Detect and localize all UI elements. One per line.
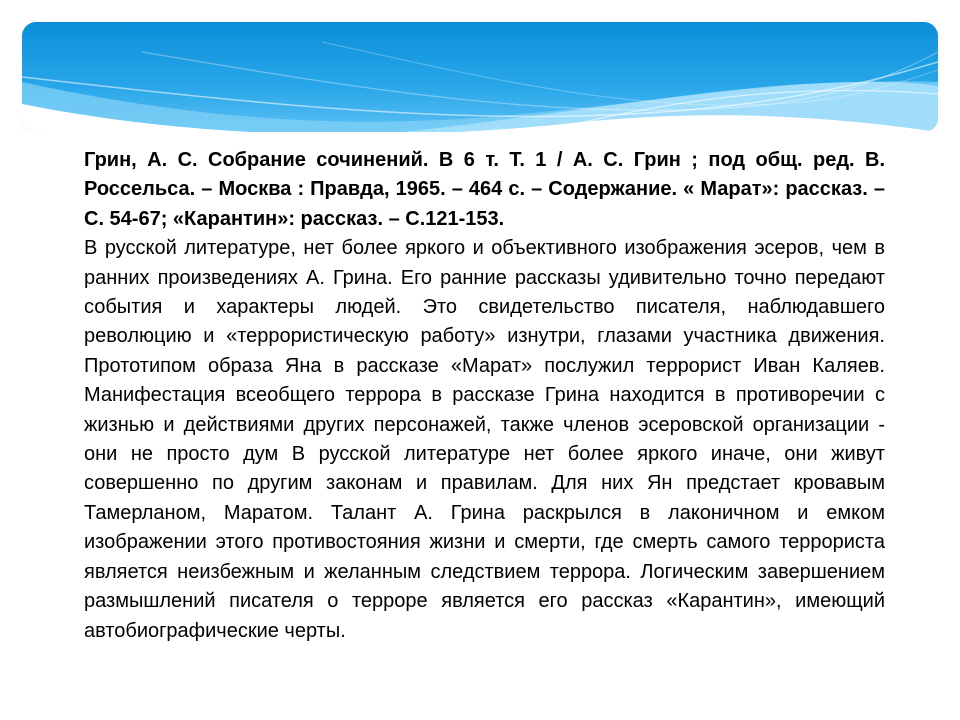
main-text-block: [84, 146, 885, 646]
wave-header-banner: [22, 22, 938, 132]
body-paragraph: В русской литературе, нет более яркого и объективного изображения эсеров, чем в ранних произведениях А. Грина. Его ранние рассказы удивительно точно передают события и характеры людей. Это свидетельство писателя, наблюдавшего революцию и «террористическую работу» изнутри, глазами участника движения. Прототипом образа Яна в рассказе «Марат» послужил террорист Иван Каляев. Манифестация всеобщего террора в рассказе Грина находится в противоречии с жизнью и действиями других персонажей, также членов эсеровской организации - они не просто дум В русской литературе нет более яркого иначе, они живут совершенно по другим законам и правилам. Для них Ян предстает кровавым Тамерланом, Маратом. Талант А. Грина раскрылся в лаконичном и емком изображении этого противостояния жизни и смерти, где смерть самого террориста является неизбежным и желанным следствием террора. Логическим завершением размышлений писателя о терроре является его рассказ «Карантин», имеющий автобиографические черты.: [84, 237, 885, 642]
bibliographic-citation: Грин, А. С. Собрание сочинений. В 6 т. Т. 1 / А. С. Грин ; под общ. ред. В. Россельса. – Москва : Правда, 1965. – 464 с. – Содержание. « Марат»: рассказ. – С. 54-67; «Карантин»: рассказ. – С.121-153.: [84, 149, 885, 230]
